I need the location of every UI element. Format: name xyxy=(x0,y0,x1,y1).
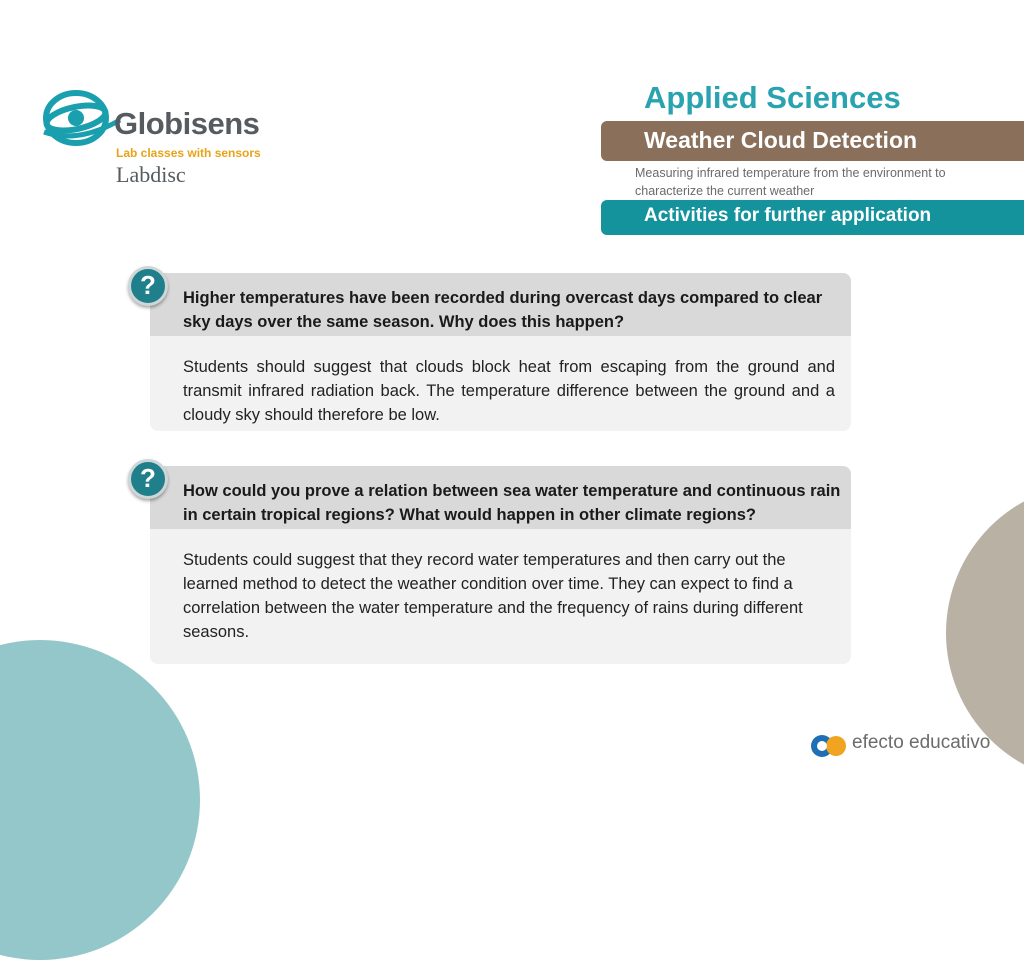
question-card-1 xyxy=(150,273,851,431)
globisens-logo xyxy=(38,84,278,194)
header-description: Measuring infrared temperature from the environment to characterize the current weather xyxy=(635,166,946,198)
footer-brand-text: efecto educativo xyxy=(852,732,991,753)
subtitle-banner xyxy=(601,121,1024,161)
ea-logo-icon xyxy=(810,730,848,760)
card-answer: Students should suggest that clouds block heat from escaping from the ground and transmit infrared radiation back. The temperature difference between the ground and a cloudy sky should therefore be low. xyxy=(183,358,835,424)
efecto-educativo-logo xyxy=(810,728,1010,762)
page-title: Applied Sciences xyxy=(644,80,901,115)
question-mark-icon: ? xyxy=(128,266,168,306)
question-card-2 xyxy=(150,466,851,664)
card-question: How could you prove a relation between sea water temperature and continuous rain in certain tropical regions? What would happen in other climate regions? xyxy=(150,466,851,529)
logo-brand-text: Globisens xyxy=(114,106,260,141)
card-question: Higher temperatures have been recorded during overcast days compared to clear sky days over the same season. Why does this happen? xyxy=(150,273,851,336)
section-text: Activities for further application xyxy=(644,205,932,226)
logo-tagline: Lab classes with sensors xyxy=(116,146,261,160)
section-banner xyxy=(601,200,1024,235)
subtitle-text: Weather Cloud Detection xyxy=(644,127,918,153)
question-mark-icon: ? xyxy=(128,459,168,499)
decorative-circle-left xyxy=(0,640,200,960)
card-answer: Students could suggest that they record water temperatures and then carry out the learned method to detect the weather condition over time. They can expect to find a correlation between the water temperature and the frequency of rains during different seasons. xyxy=(183,551,803,641)
logo-sub-brand: Labdisc xyxy=(116,162,186,187)
